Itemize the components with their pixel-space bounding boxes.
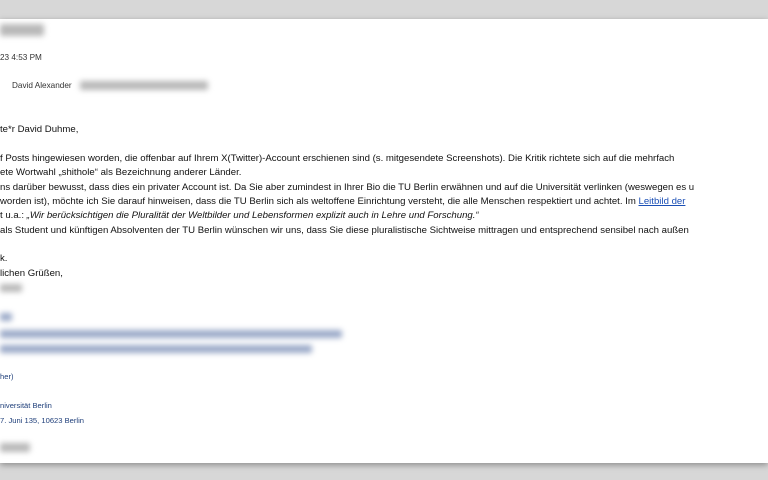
redacted-signature-name xyxy=(0,284,22,292)
signature-address: 7. Juni 135, 10623 Berlin xyxy=(0,416,85,425)
paragraph2-line2-text: worden ist), möchte ich Sie darauf hinweisen, dass die TU Berlin sich als weltoffene Einrichtung versteht, die alle Menschen respektiert und achtet. Im xyxy=(0,196,639,207)
paragraph1-line2: ete Wortwahl „shithole“ als Bezeichnung anderer Länder. xyxy=(0,167,242,178)
paragraph2-line4: als Student und künftigen Absolventen der TU Berlin wünschen wir uns, dass Sie diese pluralistische Sichtweise mittragen und entsprechend sensibel nach außen xyxy=(0,225,689,236)
greeting: te*r David Duhme, xyxy=(0,124,79,135)
sent-time: 23 4:53 PM xyxy=(0,53,42,62)
thanks-line: k. xyxy=(0,253,8,264)
paragraph2-line2 xyxy=(0,195,685,208)
paragraph1-line1: f Posts hingewiesen worden, die offenbar auf Ihrem X(Twitter)-Account erschienen sind (s. mitgesendete Screenshots). Die Kritik richtete sich auf die mehrfach xyxy=(0,153,675,164)
redacted-email-address xyxy=(80,81,208,90)
redacted-sender xyxy=(0,24,44,36)
leitbild-link[interactable]: Leitbild der xyxy=(638,196,686,207)
paragraph2-line3-text: t u.a.: xyxy=(0,210,27,221)
redacted-signature-title xyxy=(0,313,12,321)
paragraph2-line1: ns darüber bewusst, dass dies ein privater Account ist. Da Sie aber zumindest in Ihrer Bio die TU Berlin erwähnen und auf die Universität verlinken (weswegen es u xyxy=(0,182,695,193)
to-recipient-name[interactable]: David Alexander xyxy=(12,81,72,90)
signature-university: niversität Berlin xyxy=(0,401,52,410)
email-view xyxy=(0,19,768,463)
redacted-footer xyxy=(0,443,30,452)
leitbild-quote: „Wir berücksichtigen die Pluralität der Weltbilder und Lebensformen explizit auch in Lehre und Forschung.“ xyxy=(26,210,479,221)
redacted-signature-line1 xyxy=(0,330,342,338)
signature-pronouns: her) xyxy=(0,372,14,381)
redacted-signature-line2 xyxy=(0,345,312,353)
paragraph2-line3 xyxy=(0,209,479,222)
closing-line: lichen Grüßen, xyxy=(0,268,63,279)
